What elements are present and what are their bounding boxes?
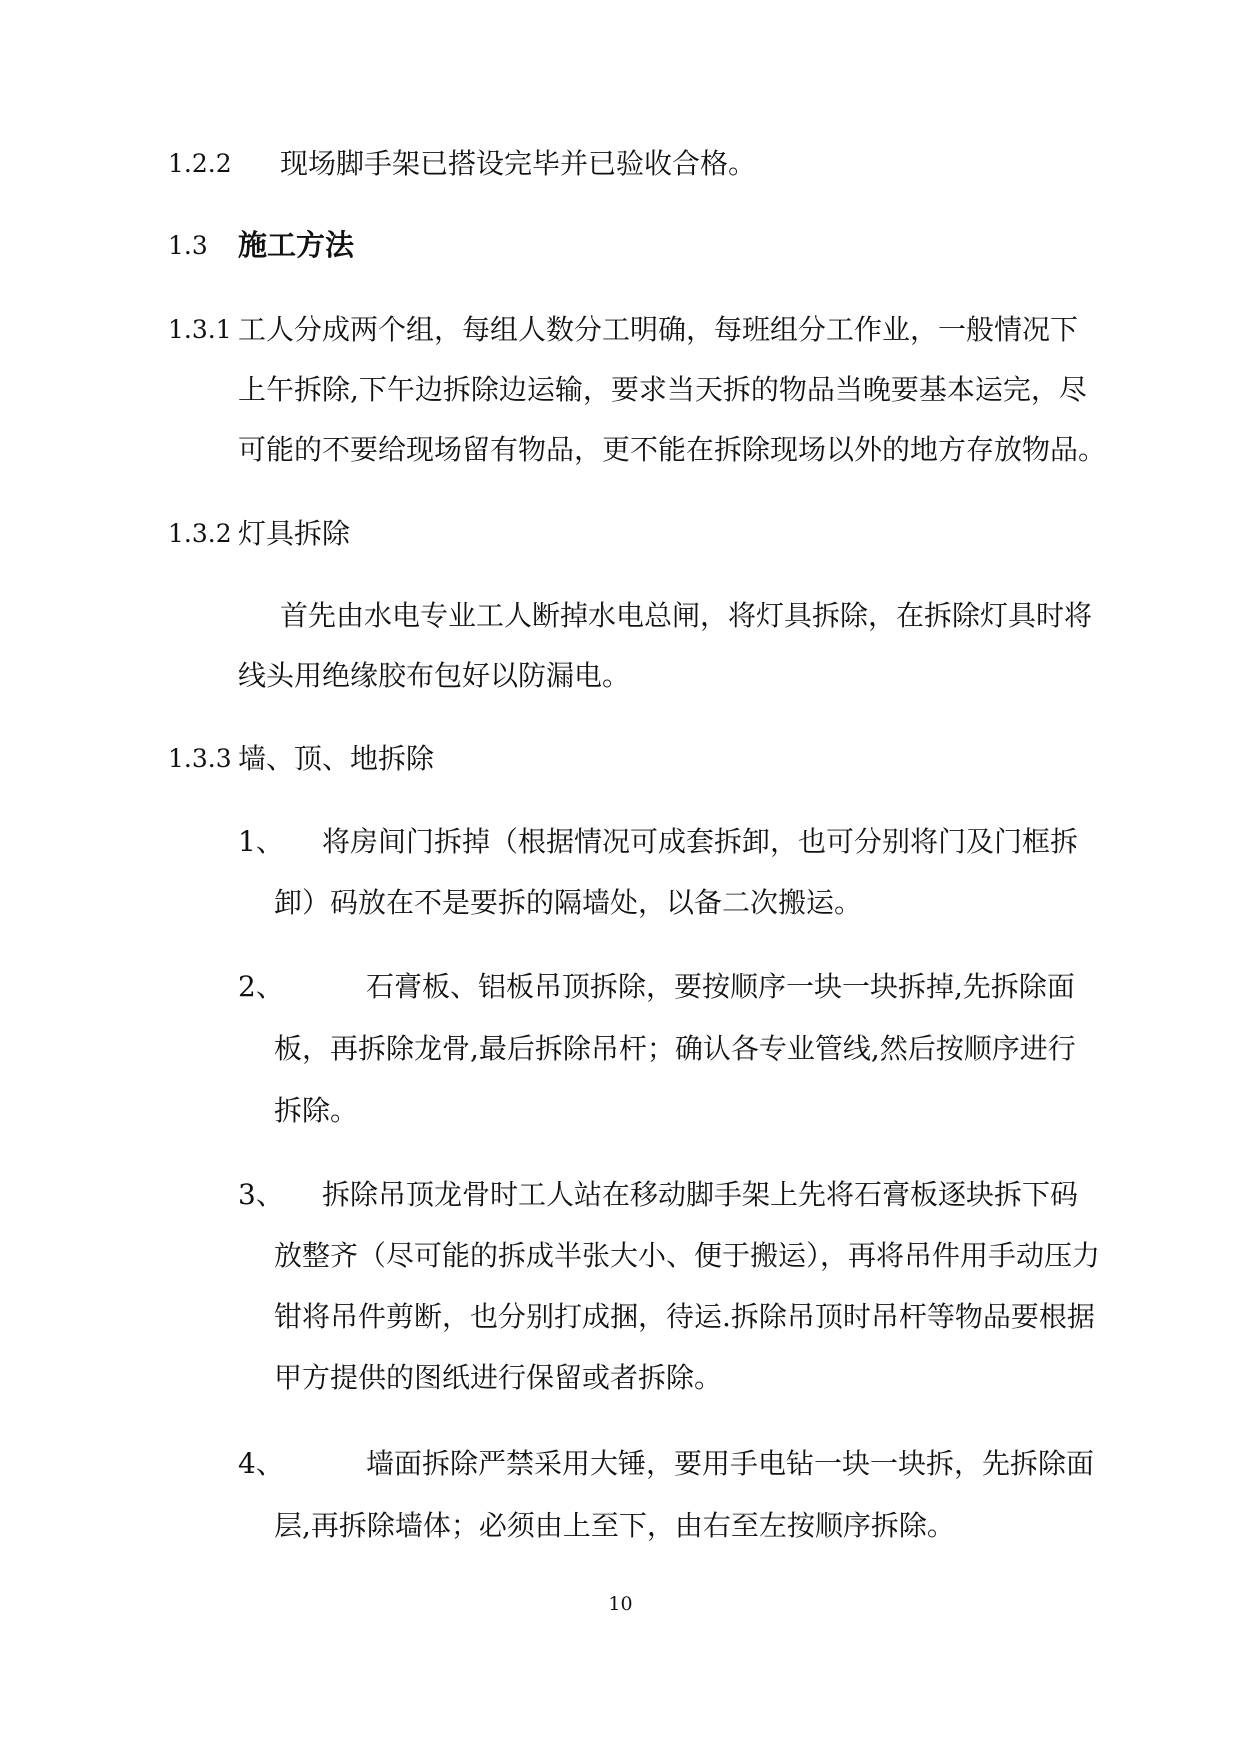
list-item-marker: 2、 (238, 970, 284, 1003)
page-number: 10 (608, 1593, 633, 1615)
section-title-1-3: 施工方法 (238, 228, 355, 262)
section-number-1-3-1: 1.3.1 (168, 315, 232, 344)
paragraph-line: 工人分成两个组，每组人数分工明确，每班组分工作业，一般情况下 (238, 313, 1079, 346)
list-item-line: 石膏板、铝板吊顶拆除，要按顺序一块一块拆掉,先拆除面 (366, 970, 1075, 1003)
paragraph-line: 线头用绝缘胶布包好以防漏电。 (238, 659, 631, 692)
list-item-line: 钳将吊件剪断，也分别打成捆，待运.拆除吊顶时吊杆等物品要根据 (274, 1300, 1095, 1333)
paragraph-line: 首先由水电专业工人断掉水电总闸，将灯具拆除，在拆除灯具时将 (280, 599, 1093, 632)
list-item-line: 卸）码放在不是要拆的隔墙处，以备二次搬运。 (274, 886, 863, 919)
list-item-line: 拆除。 (274, 1094, 359, 1127)
list-item-marker: 3、 (238, 1178, 284, 1211)
section-number-1-3-3: 1.3.3 (168, 744, 232, 773)
list-item-line: 放整齐（尽可能的拆成半张大小、便于搬运），再将吊件用手动压力 (274, 1239, 1101, 1272)
section-title-1-3-3: 墙、顶、地拆除 (238, 742, 435, 775)
list-item-marker: 4、 (238, 1447, 284, 1480)
section-number-1-2-2: 1.2.2 (168, 149, 232, 178)
list-item-line: 拆除吊顶龙骨时工人站在移动脚手架上先将石膏板逐块拆下码 (322, 1178, 1079, 1211)
section-title-1-3-2: 灯具拆除 (238, 517, 351, 550)
list-item-line: 将房间门拆掉（根据情况可成套拆卸，也可分别将门及门框拆 (322, 825, 1079, 858)
section-number-1-3: 1.3 (168, 231, 208, 260)
paragraph-line: 可能的不要给现场留有物品，更不能在拆除现场以外的地方存放物品。 (238, 433, 1107, 466)
paragraph-line: 上午拆除,下午边拆除边运输，要求当天拆的物品当晚要基本运完，尽 (238, 373, 1087, 406)
list-item-line: 墙面拆除严禁采用大锤，要用手电钻一块一块拆，先拆除面 (366, 1447, 1095, 1480)
list-item-line: 板，再拆除龙骨,最后拆除吊杆；确认各专业管线,然后按顺序进行 (274, 1032, 1076, 1065)
list-item-line: 层,再拆除墙体；必须由上至下，由右至左按顺序拆除。 (274, 1509, 955, 1542)
list-item-line: 甲方提供的图纸进行保留或者拆除。 (274, 1361, 723, 1394)
list-item-marker: 1、 (238, 825, 284, 858)
section-text-1-2-2: 现场脚手架已搭设完毕并已验收合格。 (280, 147, 757, 180)
section-number-1-3-2: 1.3.2 (168, 519, 232, 548)
